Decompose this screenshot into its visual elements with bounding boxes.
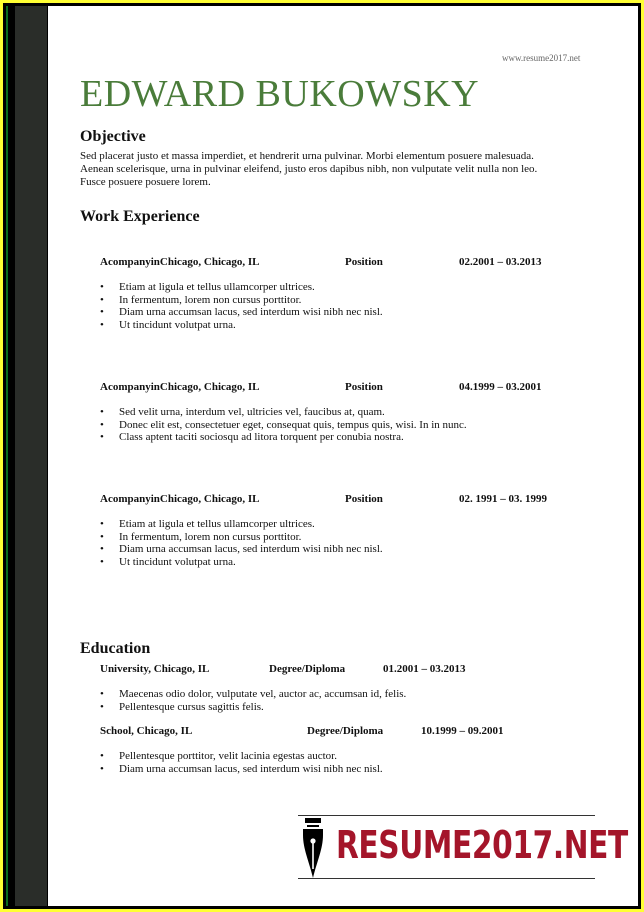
education-heading: Education — [80, 640, 151, 657]
objective-heading: Objective — [80, 128, 146, 145]
list-item: • Ut tincidunt volutpat urna. — [100, 319, 383, 332]
list-item: • Pellentesque porttitor, velit lacinia egestas auctor. — [100, 750, 383, 763]
list-item: • Ut tincidunt volutpat urna. — [100, 556, 383, 569]
job-position: Position — [345, 493, 383, 505]
list-item: • Maecenas odio dolor, vulputate vel, auctor ac, accumsan id, felis. — [100, 688, 406, 701]
footer-rule — [298, 815, 595, 816]
accent-line — [6, 6, 8, 906]
site-url: www.resume2017.net — [502, 53, 581, 63]
edu-degree: Degree/Diploma — [307, 725, 384, 737]
edu-degree: Degree/Diploma — [269, 663, 346, 675]
edu-dates: 10.1999 – 09.2001 — [421, 725, 504, 737]
list-item: • Pellentesque cursus sagittis felis. — [100, 701, 406, 714]
objective-text — [80, 150, 600, 189]
edu-school: University, Chicago, IL — [100, 663, 210, 675]
objective-line: Sed placerat justo et massa imperdiet, et hendrerit urna pulvinar. Morbi elementum posuere malesuada. — [80, 150, 534, 162]
edu-dates: 01.2001 – 03.2013 — [383, 663, 466, 675]
job-dates: 02. 1991 – 03. 1999 — [459, 493, 547, 505]
job-dates: 02.2001 – 03.2013 — [459, 256, 542, 268]
job-bullets — [100, 281, 383, 331]
job-position: Position — [345, 256, 383, 268]
list-item: • Etiam at ligula et tellus ullamcorper ultrices. — [100, 281, 383, 294]
list-item: • In fermentum, lorem non cursus porttitor. — [100, 294, 383, 307]
job-company: AcompanyinChicago, Chicago, IL — [100, 381, 260, 393]
job-company: AcompanyinChicago, Chicago, IL — [100, 256, 260, 268]
footer-brand: RESUME2017.NET — [336, 823, 628, 867]
candidate-name: EDWARD BUKOWSKY — [80, 73, 480, 115]
job-company: AcompanyinChicago, Chicago, IL — [100, 493, 260, 505]
list-item: • Sed velit urna, interdum vel, ultricies vel, faucibus at, quam. — [100, 406, 467, 419]
job-bullets — [100, 518, 383, 568]
list-item: • Diam urna accumsan lacus, sed interdum wisi nibh nec nisl. — [100, 306, 383, 319]
edu-school: School, Chicago, IL — [100, 725, 193, 737]
edu-bullets — [100, 750, 383, 775]
job-dates: 04.1999 – 03.2001 — [459, 381, 542, 393]
job-bullets — [100, 406, 467, 444]
objective-line: Aenean scelerisque, urna in pulvinar eleifend, justo eros dapibus nibh, non vulputate velit nulla non leo. — [80, 163, 538, 175]
objective-line: Fusce posuere posuere lorem. — [80, 176, 211, 188]
side-bar — [15, 6, 47, 906]
work-heading: Work Experience — [80, 208, 200, 225]
edu-bullets — [100, 688, 406, 713]
fountain-pen-nib-icon — [298, 817, 328, 879]
list-item: • Class aptent taciti sociosqu ad litora torquent per conubia nostra. — [100, 431, 467, 444]
list-item: • Etiam at ligula et tellus ullamcorper ultrices. — [100, 518, 383, 531]
footer-rule — [298, 878, 595, 879]
list-item: • In fermentum, lorem non cursus porttitor. — [100, 531, 383, 544]
list-item: • Diam urna accumsan lacus, sed interdum wisi nibh nec nisl. — [100, 543, 383, 556]
job-position: Position — [345, 381, 383, 393]
list-item: • Donec elit est, consectetuer eget, consequat quis, tempus quis, wisi. In in nunc. — [100, 419, 467, 432]
list-item: • Diam urna accumsan lacus, sed interdum wisi nibh nec nisl. — [100, 763, 383, 776]
